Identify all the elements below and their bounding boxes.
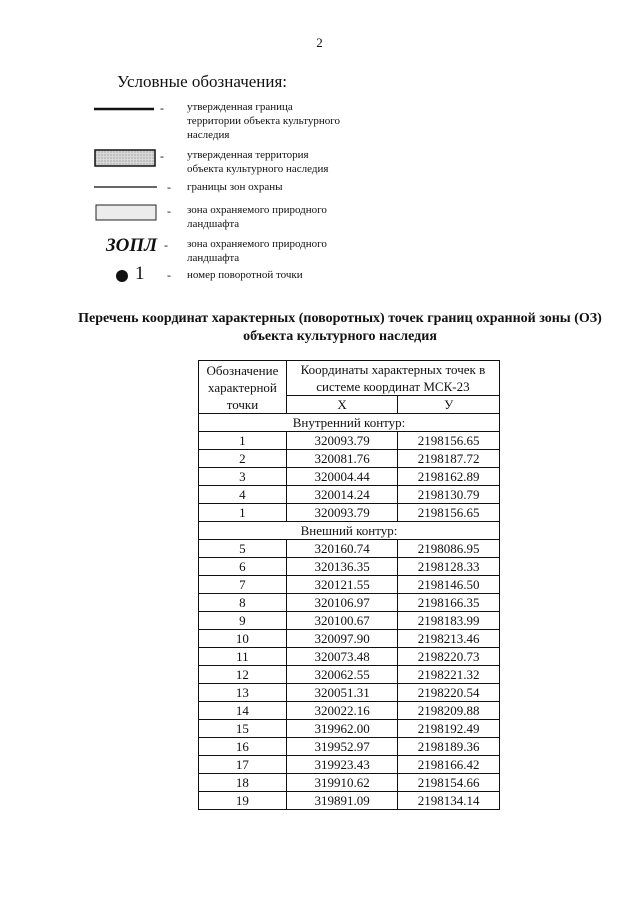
y-coordinate-cell: 2198187.72	[398, 450, 500, 468]
table-row	[199, 738, 500, 756]
x-coordinate-cell: 320093.79	[286, 504, 397, 522]
table-row	[199, 558, 500, 576]
point-number-cell: 2	[199, 450, 287, 468]
x-coordinate-cell: 320121.55	[286, 576, 397, 594]
table-row	[199, 576, 500, 594]
table-row	[199, 720, 500, 738]
legend-desc: номер поворотной точки	[187, 269, 303, 281]
legend-dash: -	[167, 180, 171, 194]
point-number-cell: 13	[199, 684, 287, 702]
coordinates-table	[198, 360, 500, 810]
point-number-cell: 17	[199, 756, 287, 774]
x-coordinate-cell: 319891.09	[286, 792, 397, 810]
point-number-cell: 11	[199, 648, 287, 666]
table-row	[199, 792, 500, 810]
dot-icon	[92, 266, 172, 300]
y-coordinate-cell: 2198086.95	[398, 540, 500, 558]
turning-point-number-symbol: 1	[135, 263, 145, 284]
light-rect-symbol	[92, 203, 172, 237]
x-coordinate-cell: 320022.16	[286, 702, 397, 720]
point-number-cell: 3	[199, 468, 287, 486]
x-coordinate-cell: 320097.90	[286, 630, 397, 648]
point-number-cell: 16	[199, 738, 287, 756]
legend-item-approved-territory	[92, 148, 452, 182]
table-row	[199, 774, 500, 792]
point-number-cell: 1	[199, 432, 287, 450]
x-coordinate-cell: 320160.74	[286, 540, 397, 558]
zopl-symbol: ЗОПЛ	[106, 235, 158, 256]
y-coordinate-cell: 2198162.89	[398, 468, 500, 486]
point-number-cell: 4	[199, 486, 287, 504]
section-heading: Перечень координат характерных (поворотных) точек границ охранной зоны (ОЗ) объекта культурного наследия	[78, 311, 602, 344]
x-coordinate-cell: 320081.76	[286, 450, 397, 468]
x-coordinate-cell: 320051.31	[286, 684, 397, 702]
y-coordinate-cell: 2198189.36	[398, 738, 500, 756]
table-row	[199, 630, 500, 648]
table-row	[199, 594, 500, 612]
y-coordinate-cell: 2198166.35	[398, 594, 500, 612]
legend-item-landscape-zone	[92, 203, 452, 237]
legend-dash: -	[167, 204, 171, 218]
table-row	[199, 468, 500, 486]
y-coordinate-cell: 2198146.50	[398, 576, 500, 594]
x-coordinate-cell: 319910.62	[286, 774, 397, 792]
x-coordinate-cell: 320073.48	[286, 648, 397, 666]
table-row	[199, 486, 500, 504]
y-coordinate-cell: 2198128.33	[398, 558, 500, 576]
x-coordinate-cell: 320093.79	[286, 432, 397, 450]
y-coordinate-cell: 2198130.79	[398, 486, 500, 504]
x-coordinate-cell: 320014.24	[286, 486, 397, 504]
y-coordinate-cell: 2198156.65	[398, 504, 500, 522]
coordinates-header: Координаты характерных точек в системе координат МСК-23	[286, 361, 499, 396]
point-designation-header: Обозначение характерной точки	[199, 361, 287, 414]
legend-item-turning-point	[92, 263, 452, 300]
legend-desc: зона охраняемого природного ландшафта	[187, 238, 327, 264]
y-coordinate-cell: 2198192.49	[398, 720, 500, 738]
x-coordinate-cell: 319952.97	[286, 738, 397, 756]
legend-dash: -	[160, 101, 164, 115]
legend-desc: зона охраняемого природного ландшафта	[187, 204, 327, 230]
table-row	[199, 450, 500, 468]
section-title: Внешний контур:	[199, 522, 500, 540]
x-coordinate-cell: 320136.35	[286, 558, 397, 576]
y-coordinate-cell: 2198220.73	[398, 648, 500, 666]
point-number-cell: 9	[199, 612, 287, 630]
y-coordinate-cell: 2198166.42	[398, 756, 500, 774]
y-coordinate-cell: 2198156.65	[398, 432, 500, 450]
page-number: 2	[316, 35, 323, 50]
table-row	[199, 504, 500, 522]
point-number-cell: 7	[199, 576, 287, 594]
point-number-cell: 5	[199, 540, 287, 558]
legend-dash: -	[167, 268, 171, 282]
y-coordinate-cell: 2198209.88	[398, 702, 500, 720]
y-header: У	[398, 396, 500, 414]
y-coordinate-cell: 2198221.32	[398, 666, 500, 684]
table-row	[199, 612, 500, 630]
point-number-cell: 14	[199, 702, 287, 720]
y-coordinate-cell: 2198154.66	[398, 774, 500, 792]
point-number-cell: 1	[199, 504, 287, 522]
legend-dash: -	[160, 149, 164, 163]
y-coordinate-cell: 2198134.14	[398, 792, 500, 810]
y-coordinate-cell: 2198220.54	[398, 684, 500, 702]
point-number-cell: 18	[199, 774, 287, 792]
x-coordinate-cell: 320004.44	[286, 468, 397, 486]
x-coordinate-cell: 320062.55	[286, 666, 397, 684]
x-coordinate-cell: 320100.67	[286, 612, 397, 630]
x-coordinate-cell: 319923.43	[286, 756, 397, 774]
point-number-cell: 15	[199, 720, 287, 738]
legend-desc: границы зон охраны	[187, 181, 283, 193]
point-number-cell: 19	[199, 792, 287, 810]
table-row	[199, 702, 500, 720]
table-row	[199, 756, 500, 774]
table-row	[199, 432, 500, 450]
point-number-cell: 10	[199, 630, 287, 648]
point-number-cell: 12	[199, 666, 287, 684]
legend-desc: утвержденная территория объекта культурного наследия	[187, 149, 329, 175]
x-coordinate-cell: 319962.00	[286, 720, 397, 738]
point-number-cell: 8	[199, 594, 287, 612]
table-row	[199, 684, 500, 702]
table-row	[199, 666, 500, 684]
table-row	[199, 540, 500, 558]
x-header: X	[286, 396, 397, 414]
point-number-cell: 6	[199, 558, 287, 576]
x-coordinate-cell: 320106.97	[286, 594, 397, 612]
y-coordinate-cell: 2198183.99	[398, 612, 500, 630]
section-title: Внутренний контур:	[199, 414, 500, 432]
table-row	[199, 648, 500, 666]
legend-desc: утвержденная граница территории объекта культурного наследия	[187, 101, 341, 141]
legend-item-approved-boundary	[92, 100, 452, 141]
y-coordinate-cell: 2198213.46	[398, 630, 500, 648]
legend-dash: -	[164, 238, 168, 252]
legend-title: Условные обозначения:	[117, 72, 288, 91]
